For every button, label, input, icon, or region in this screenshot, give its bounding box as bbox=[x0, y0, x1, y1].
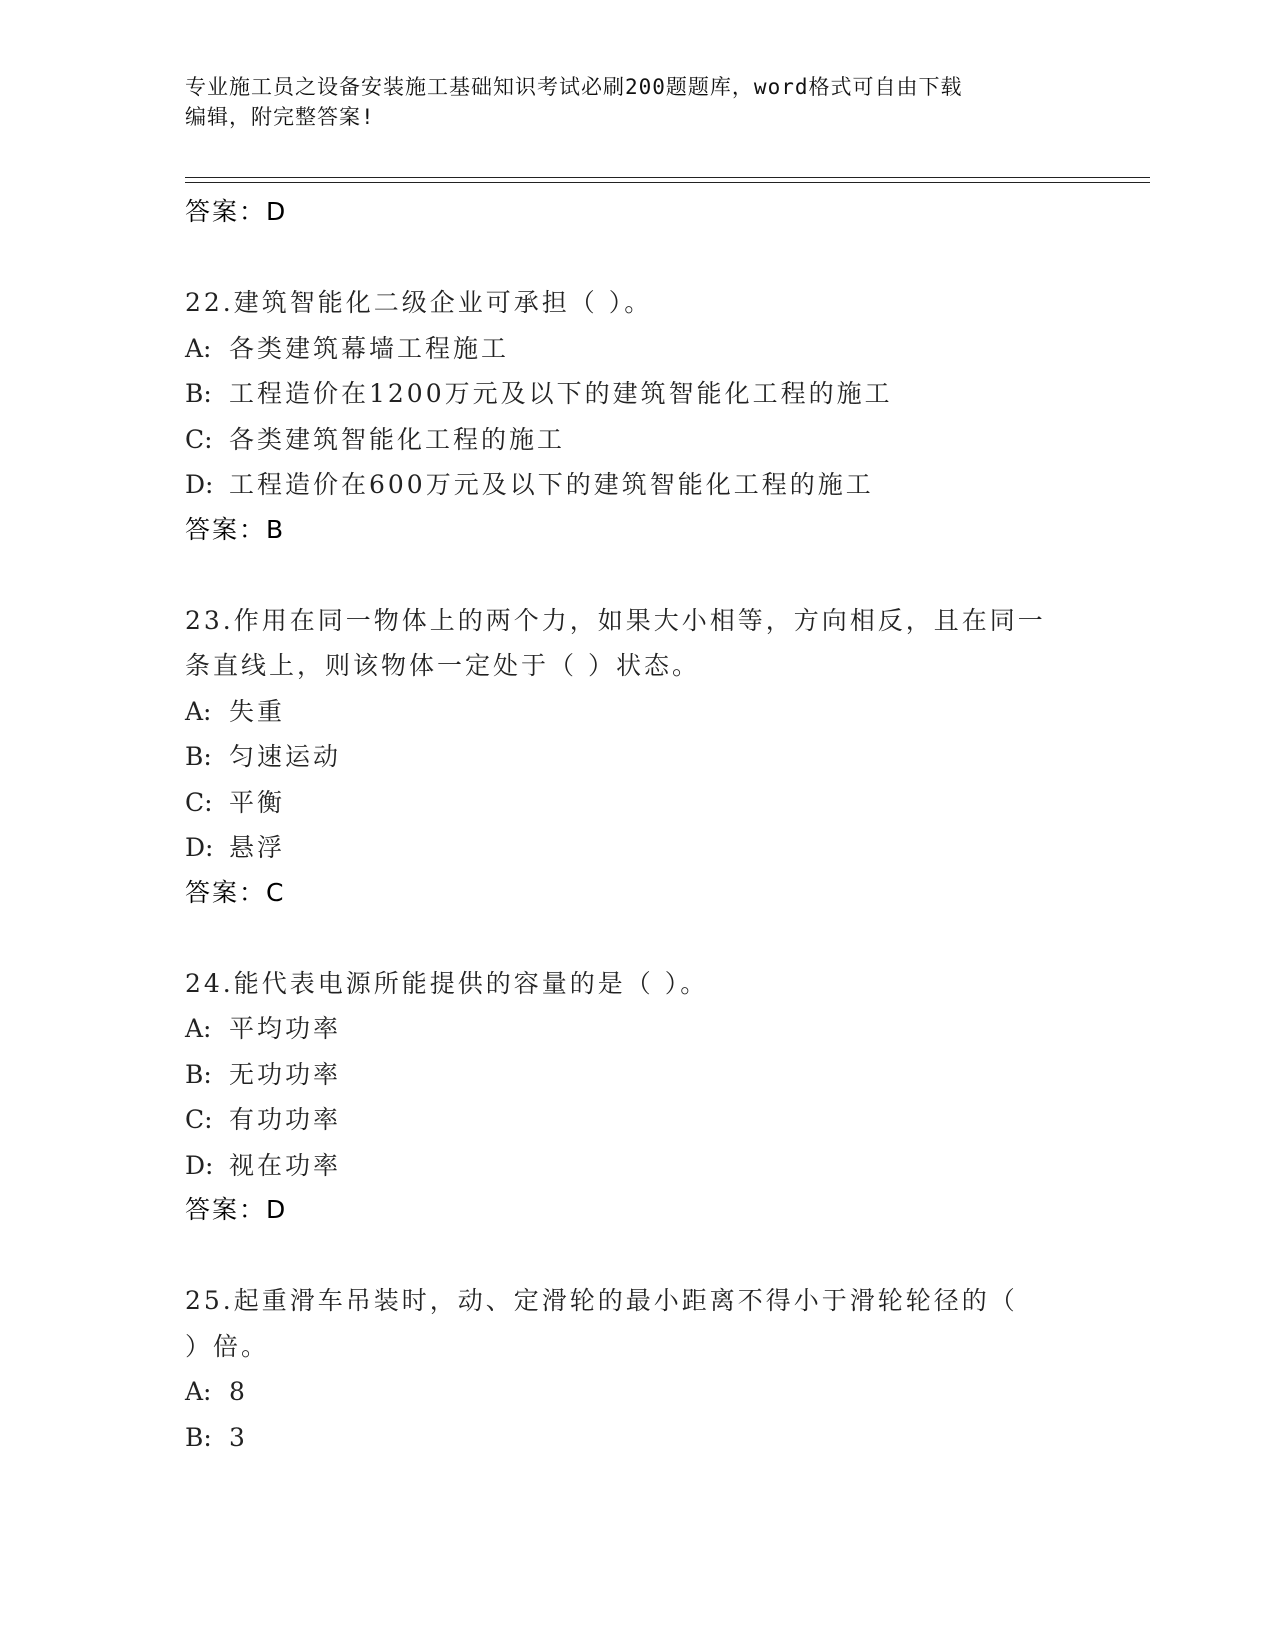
option-letter: D: bbox=[185, 470, 214, 499]
option-text: 工程造价在600万元及以下的建筑智能化工程的施工 bbox=[229, 470, 874, 499]
question-text-continued: 条直线上，则该物体一定处于（ ）状态。 bbox=[185, 651, 700, 680]
question-answer bbox=[185, 1188, 1085, 1232]
question-text: 24.能代表电源所能提供的容量的是（ ）。 bbox=[185, 968, 709, 998]
option-letter: A: bbox=[185, 1377, 212, 1406]
header-line-2: 编辑，附完整答案! bbox=[185, 105, 375, 129]
answer-label: 答案： bbox=[185, 197, 267, 226]
option-a bbox=[185, 689, 1085, 735]
option-text: 无功功率 bbox=[229, 1059, 342, 1089]
header-divider-top bbox=[185, 177, 1150, 178]
option-text: 3 bbox=[229, 1422, 248, 1452]
answer-value: C bbox=[266, 877, 284, 907]
option-text: 各类建筑智能化工程的施工 bbox=[229, 424, 566, 454]
option-letter: C: bbox=[185, 424, 213, 454]
option-text: 工程造价在1200万元及以下的建筑智能化工程的施工 bbox=[229, 379, 893, 408]
option-text: 8 bbox=[229, 1377, 248, 1406]
option-a bbox=[185, 326, 1085, 372]
option-letter: A: bbox=[185, 1014, 212, 1043]
previous-answer bbox=[185, 190, 1085, 234]
question-24 bbox=[185, 961, 1085, 1233]
answer-value: D bbox=[266, 1195, 286, 1224]
option-c bbox=[185, 1097, 1085, 1143]
option-letter: B: bbox=[185, 742, 212, 771]
answer-value: B bbox=[266, 514, 284, 544]
option-b bbox=[185, 1052, 1085, 1098]
question-22 bbox=[185, 280, 1085, 552]
option-letter: A: bbox=[185, 696, 212, 726]
answer-label: 答案： bbox=[185, 514, 267, 544]
answer-value: D bbox=[266, 197, 286, 226]
answer-label: 答案： bbox=[185, 1195, 267, 1224]
option-d bbox=[185, 1143, 1085, 1189]
option-text: 平均功率 bbox=[229, 1014, 342, 1043]
question-answer bbox=[185, 508, 1085, 552]
option-text: 平衡 bbox=[229, 787, 286, 817]
option-letter: B: bbox=[185, 1059, 212, 1089]
question-text-continued: ）倍。 bbox=[185, 1331, 270, 1361]
document-body bbox=[185, 190, 1085, 1460]
option-letter: D: bbox=[185, 833, 214, 862]
question-text: 23.作用在同一物体上的两个力，如果大小相等，方向相反，且在同一 bbox=[185, 605, 1046, 635]
option-b bbox=[185, 1415, 1085, 1461]
option-d bbox=[185, 462, 1085, 508]
option-letter: C: bbox=[185, 787, 213, 817]
option-d bbox=[185, 825, 1085, 871]
option-b bbox=[185, 371, 1085, 417]
option-text: 视在功率 bbox=[229, 1150, 342, 1180]
option-text: 失重 bbox=[229, 696, 286, 726]
question-25 bbox=[185, 1278, 1085, 1460]
option-text: 各类建筑幕墙工程施工 bbox=[229, 333, 510, 363]
option-c bbox=[185, 780, 1085, 826]
option-letter: D: bbox=[185, 1150, 214, 1180]
option-text: 悬浮 bbox=[229, 833, 286, 862]
option-text: 有功功率 bbox=[229, 1105, 342, 1134]
question-23 bbox=[185, 598, 1085, 915]
option-a bbox=[185, 1006, 1085, 1052]
document-header bbox=[185, 72, 1065, 132]
answer-label: 答案： bbox=[185, 877, 267, 907]
option-letter: A: bbox=[185, 333, 212, 363]
option-letter: B: bbox=[185, 379, 212, 408]
question-text: 25.起重滑车吊装时，动、定滑轮的最小距离不得小于滑轮轮径的（ bbox=[185, 1286, 1018, 1315]
option-letter: C: bbox=[185, 1105, 213, 1134]
question-text: 22.建筑智能化二级企业可承担（ ）。 bbox=[185, 288, 653, 317]
option-letter: B: bbox=[185, 1422, 212, 1452]
question-answer bbox=[185, 871, 1085, 915]
header-divider-bottom bbox=[185, 182, 1150, 183]
header-line-1: 专业施工员之设备安装施工基础知识考试必刷200题题库，word格式可自由下载 bbox=[185, 75, 963, 99]
option-c bbox=[185, 417, 1085, 463]
option-text: 匀速运动 bbox=[229, 742, 342, 771]
option-a bbox=[185, 1369, 1085, 1415]
option-b bbox=[185, 734, 1085, 780]
